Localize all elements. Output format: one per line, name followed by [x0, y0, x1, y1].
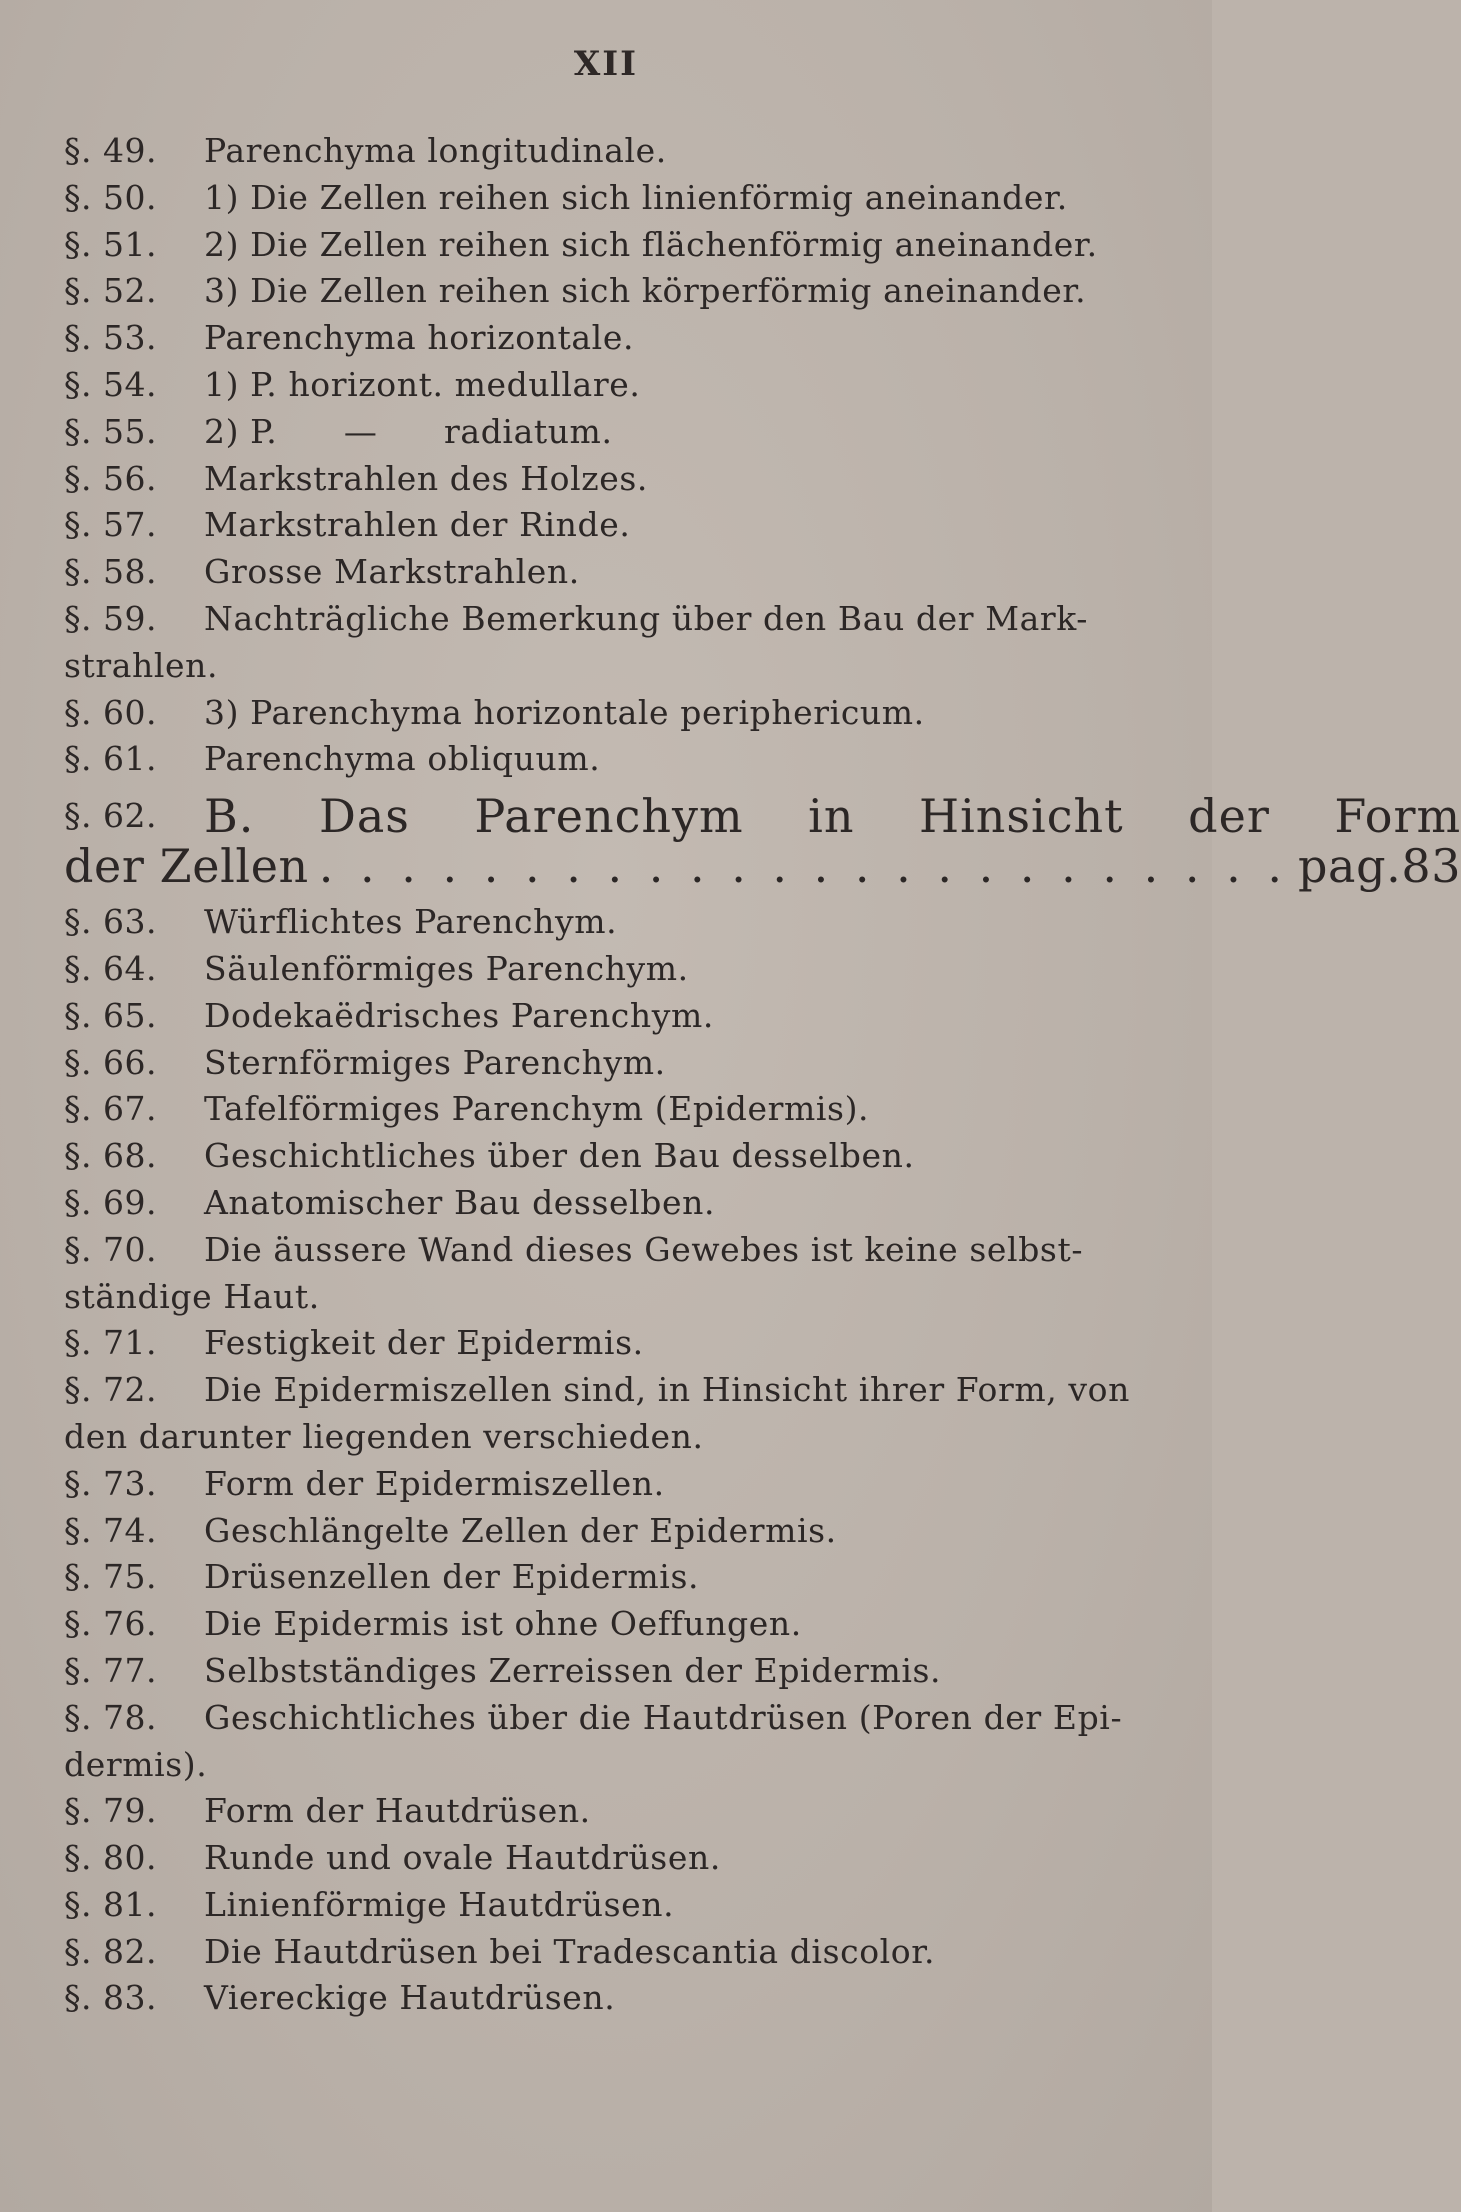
toc-entry — [64, 899, 1160, 946]
entry-title: 3) Parenchyma horizontale periphericum. — [204, 692, 925, 732]
toc-entry — [64, 736, 1160, 783]
section-number: §. 67. — [64, 1089, 157, 1129]
section-number: §. 80. — [64, 1838, 157, 1878]
section-number: §. 57. — [64, 505, 157, 545]
section-number: §. 53. — [64, 318, 157, 358]
section-number: §. 64. — [64, 948, 157, 988]
entry-title: Parenchyma longitudinale. — [204, 131, 667, 170]
toc-entry — [64, 1648, 1160, 1695]
entry-title: Säulenförmiges Parenchym. — [204, 948, 689, 988]
section-number: §. 70. — [64, 1229, 157, 1269]
section-number: §. 65. — [64, 995, 157, 1035]
heading-title-line1: B. Das Parenchym in Hinsicht der Form — [204, 789, 1461, 844]
toc-entry — [64, 268, 1160, 315]
entry-title: Selbstständiges Zerreissen der Epidermis. — [204, 1650, 942, 1690]
section-number: §. 50. — [64, 177, 157, 217]
section-number: §. 61. — [64, 739, 157, 779]
page-number: XII — [573, 44, 639, 84]
section-number: §. 62. — [64, 796, 157, 836]
entry-title: Linienförmige Hautdrüsen. — [204, 1884, 675, 1924]
entry-title: Tafelförmiges Parenchym (Epidermis). — [204, 1089, 870, 1129]
toc-entry — [64, 1554, 1160, 1601]
section-number: §. 66. — [64, 1042, 157, 1082]
toc-entry — [64, 1320, 1160, 1367]
section-number: §. 52. — [64, 271, 157, 311]
section-number: §. 51. — [64, 224, 157, 264]
entry-title: Parenchyma obliquum. — [204, 739, 601, 779]
toc-entry — [64, 1086, 1160, 1133]
entry-title: Viereckige Hautdrüsen. — [204, 1978, 616, 2018]
entry-title: 3) Die Zellen reihen sich körperförmig aneinander. — [204, 271, 1087, 311]
entry-title: Die Hautdrüsen bei Tradescantia discolor. — [204, 1931, 936, 1971]
toc-entry — [64, 1975, 1160, 2022]
entry-title: Form der Hautdrüsen. — [204, 1791, 591, 1831]
entry-title: Die Epidermiszellen sind, in Hinsicht ihrer Form, von — [204, 1370, 1130, 1410]
section-number: §. 78. — [64, 1697, 157, 1737]
toc-heading-entry — [64, 789, 1461, 897]
entry-title: Nachträgliche Bemerkung über den Bau der Mark- — [204, 598, 1089, 638]
entry-title: Festigkeit der Epidermis. — [204, 1323, 644, 1363]
toc-entry — [64, 1040, 1160, 1087]
entry-title-continuation: ständige Haut. — [64, 1276, 320, 1316]
section-number: §. 83. — [64, 1978, 157, 2018]
entry-title: Grosse Markstrahlen. — [204, 552, 580, 592]
entry-title: 1) P. horizont. medullare. — [204, 364, 641, 404]
toc-entry — [64, 1508, 1160, 1555]
entry-title: Würflichtes Parenchym. — [204, 902, 618, 942]
toc-group-parenchyma-direction — [64, 128, 1160, 783]
section-number: §. 54. — [64, 364, 157, 404]
section-number: §. 74. — [64, 1510, 157, 1550]
section-number: §. 81. — [64, 1884, 157, 1924]
toc-entry — [64, 1227, 1160, 1321]
entry-title: 2) P. — radiatum. — [204, 411, 613, 451]
toc-entry — [64, 1133, 1160, 1180]
toc-entry — [64, 362, 1160, 409]
section-number: §. 72. — [64, 1370, 157, 1410]
entry-title: Die Epidermis ist ohne Oeffungen. — [204, 1604, 802, 1644]
entry-title: Markstrahlen des Holzes. — [204, 458, 648, 498]
toc-entry — [64, 128, 1160, 175]
toc-entry — [64, 993, 1160, 1040]
entry-title: Dodekaëdrisches Parenchym. — [204, 995, 714, 1035]
section-number: §. 73. — [64, 1463, 157, 1503]
section-number: §. 68. — [64, 1136, 157, 1176]
leader-dots: . . . . . . . . . . . . . . . . . . . . . . . . — [318, 839, 1288, 894]
toc-entry — [64, 222, 1160, 269]
entry-title-continuation: strahlen. — [64, 645, 219, 685]
entry-title: Geschichtliches über die Hautdrüsen (Poren der Epi- — [204, 1697, 1123, 1737]
section-number: §. 49. — [64, 131, 157, 170]
heading-title-line2: der Zellen — [64, 839, 309, 894]
entry-title-continuation: dermis). — [64, 1744, 208, 1784]
toc-group-parenchyma-form — [64, 899, 1160, 2022]
toc-entry — [64, 315, 1160, 362]
entry-title-continuation: den darunter liegenden verschieden. — [64, 1416, 704, 1456]
section-number: §. 69. — [64, 1182, 157, 1222]
entry-title: 1) Die Zellen reihen sich linienförmig aneinander. — [204, 177, 1068, 217]
entry-title: Runde und ovale Hautdrüsen. — [204, 1838, 721, 1878]
section-number: §. 75. — [64, 1557, 157, 1597]
toc-entry — [64, 690, 1160, 737]
entry-title: Geschlängelte Zellen der Epidermis. — [204, 1510, 837, 1550]
page-reference: pag.83 — [1298, 839, 1461, 894]
toc-entry — [64, 1788, 1160, 1835]
toc-entry — [64, 1929, 1160, 1976]
section-number: §. 82. — [64, 1931, 157, 1971]
section-number: §. 76. — [64, 1604, 157, 1644]
entry-title: Anatomischer Bau desselben. — [204, 1182, 716, 1222]
section-number: §. 59. — [64, 598, 157, 638]
toc-entry — [64, 1367, 1160, 1461]
entry-title: Parenchyma horizontale. — [204, 318, 635, 358]
entry-title: Geschichtliches über den Bau desselben. — [204, 1136, 915, 1176]
toc-entry — [64, 1180, 1160, 1227]
section-number: §. 63. — [64, 902, 157, 942]
entry-title: Die äussere Wand dieses Gewebes ist keine selbst- — [204, 1229, 1084, 1269]
toc-entry — [64, 1835, 1160, 1882]
section-number: §. 58. — [64, 552, 157, 592]
toc-entry — [64, 409, 1160, 456]
entry-title: Form der Epidermiszellen. — [204, 1463, 665, 1503]
section-number: §. 71. — [64, 1323, 157, 1363]
section-number: §. 55. — [64, 411, 157, 451]
toc-entry — [64, 549, 1160, 596]
toc-entry — [64, 1601, 1160, 1648]
toc-entry — [64, 1695, 1160, 1789]
section-number: §. 79. — [64, 1791, 157, 1831]
toc-entry — [64, 1461, 1160, 1508]
toc-entry — [64, 175, 1160, 222]
toc-entry — [64, 502, 1160, 549]
toc-entry — [64, 596, 1160, 690]
table-of-contents — [64, 128, 1461, 2022]
entry-title: Drüsenzellen der Epidermis. — [204, 1557, 700, 1597]
toc-entry — [64, 946, 1160, 993]
entry-title: Markstrahlen der Rinde. — [204, 505, 631, 545]
section-number: §. 60. — [64, 692, 157, 732]
section-number: §. 77. — [64, 1650, 157, 1690]
entry-title: Sternförmiges Parenchym. — [204, 1042, 666, 1082]
section-number: §. 56. — [64, 458, 157, 498]
toc-entry — [64, 456, 1160, 503]
toc-entry — [64, 1882, 1160, 1929]
entry-title: 2) Die Zellen reihen sich flächenförmig aneinander. — [204, 224, 1098, 264]
